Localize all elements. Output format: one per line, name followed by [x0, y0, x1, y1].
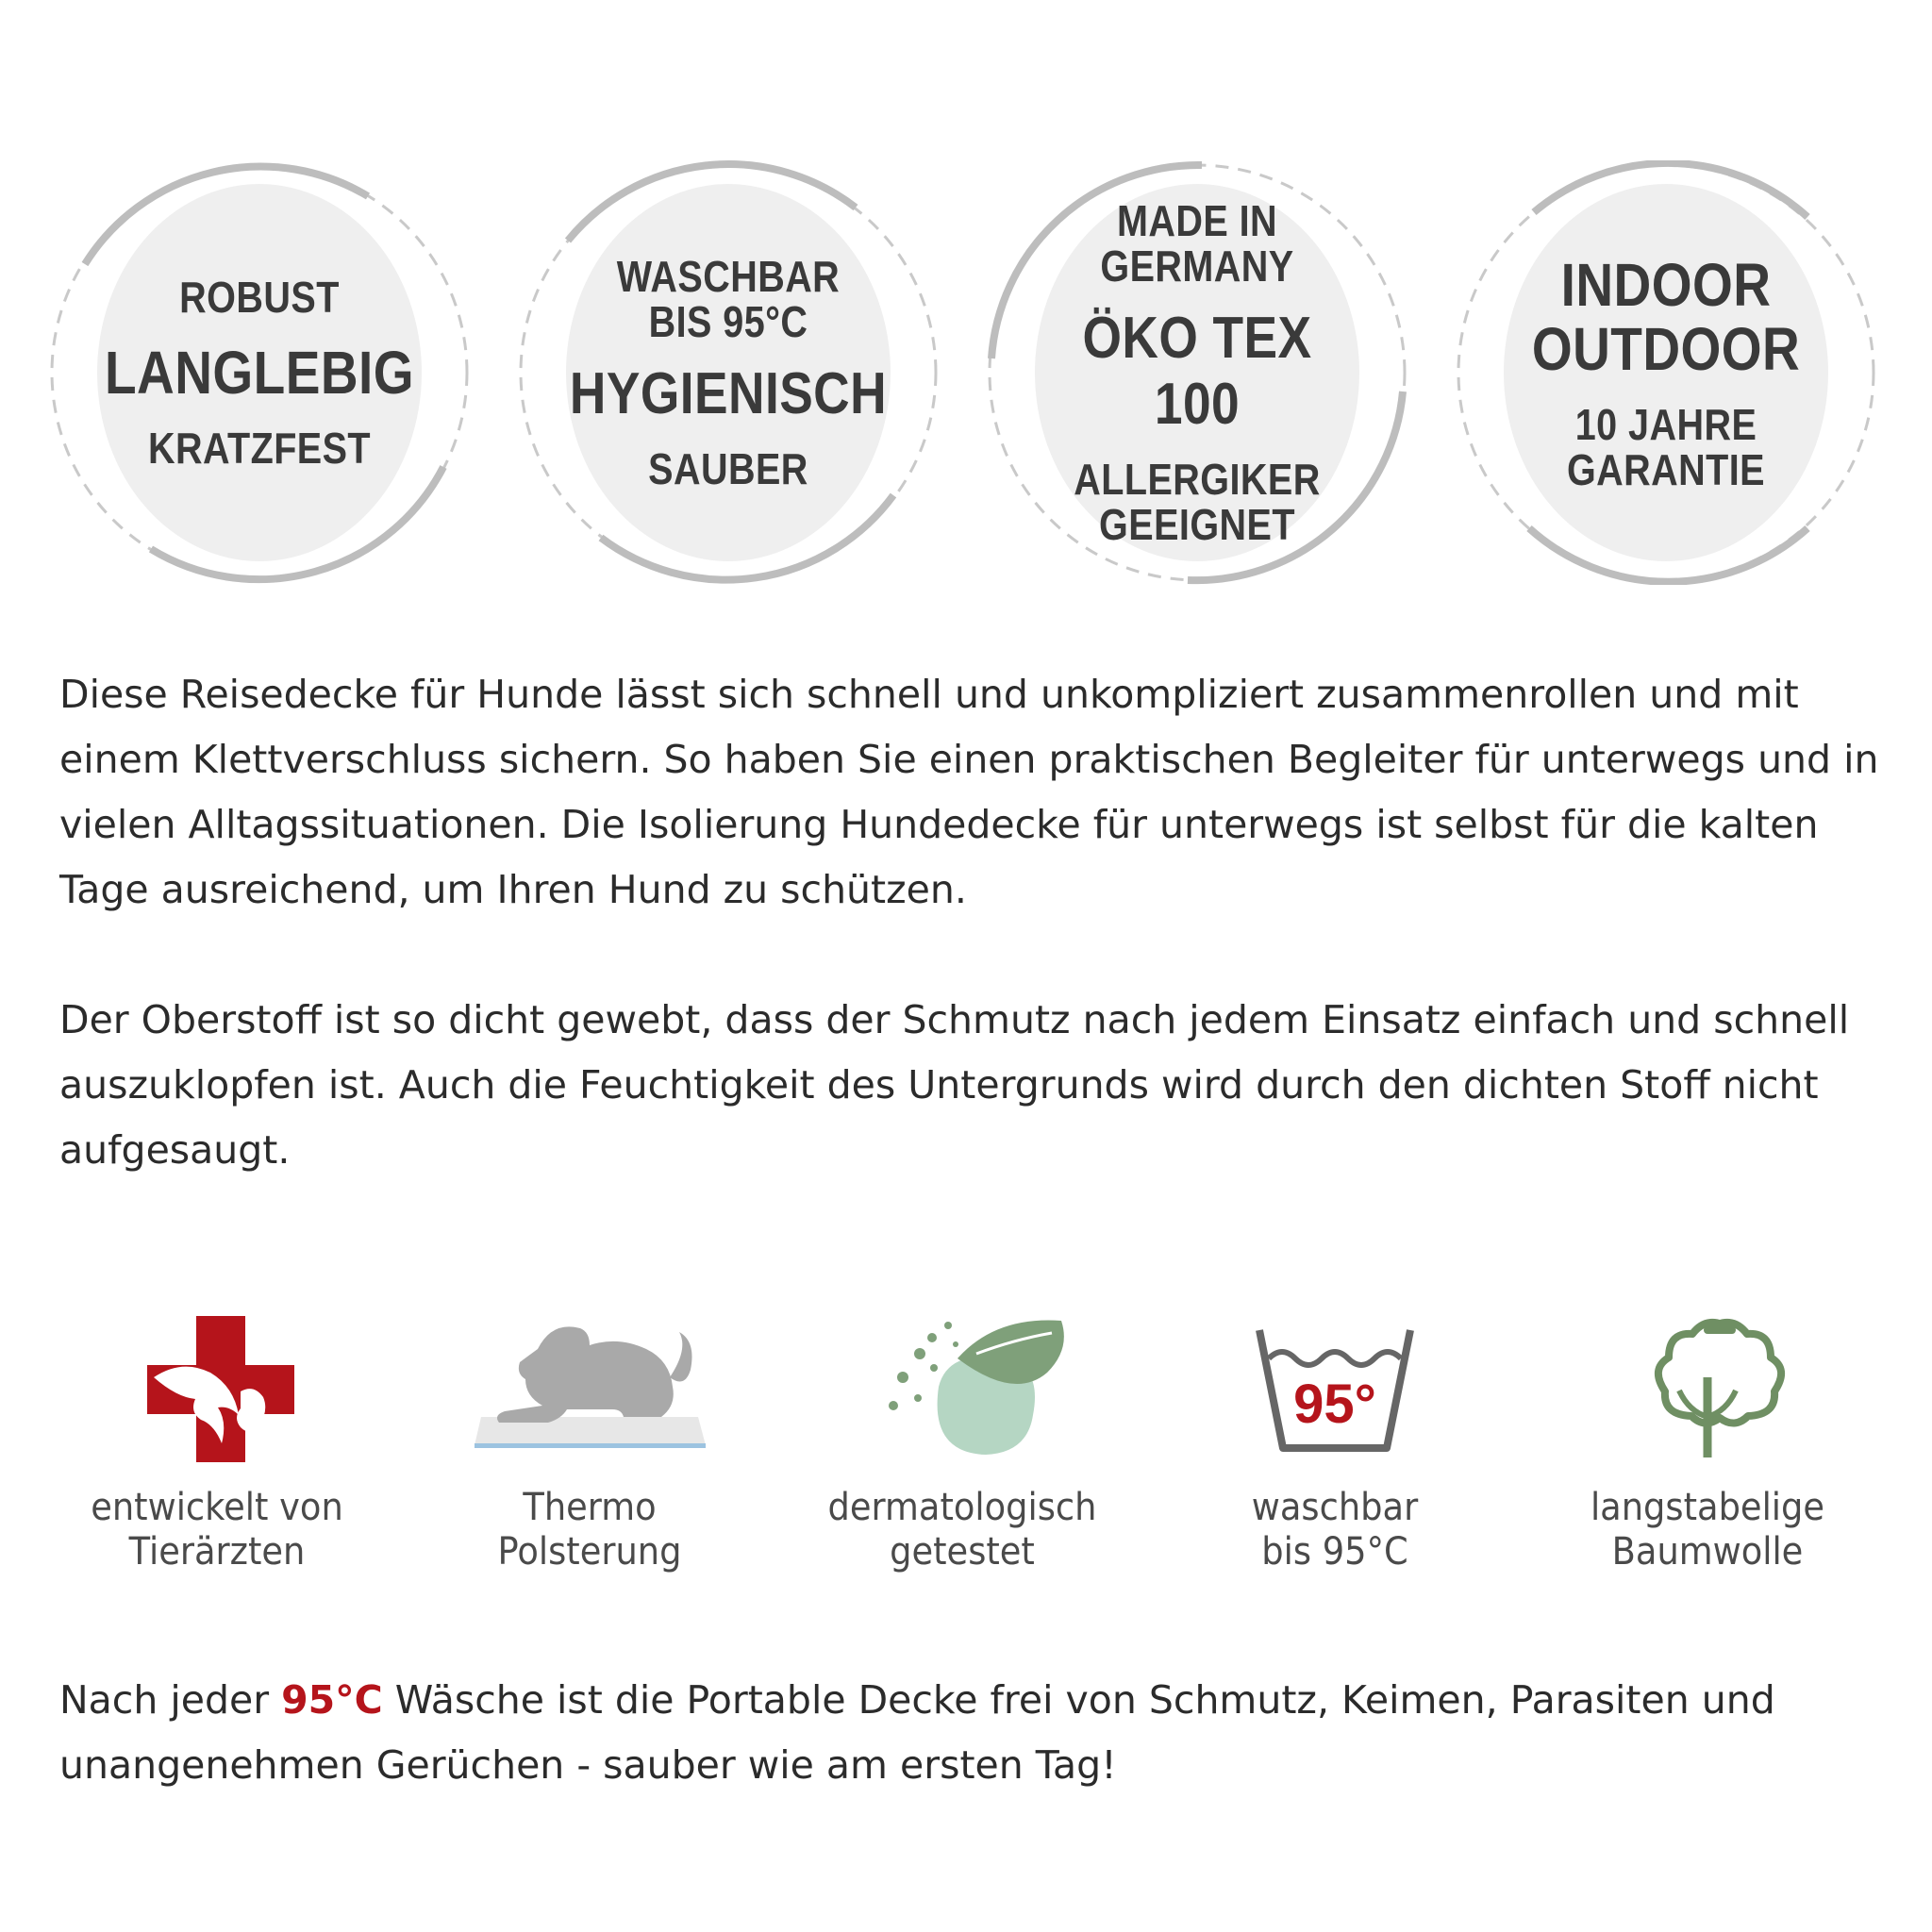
feature-label-line: Polsterung: [497, 1530, 682, 1574]
feature-label-line: dermatologisch: [827, 1486, 1097, 1529]
feature-label-line: Thermo: [523, 1486, 657, 1529]
feature-vet: [38, 1311, 396, 1594]
wash-text-before: Nach jeder: [59, 1677, 282, 1723]
feature-cotton: [1528, 1311, 1887, 1594]
wash-temp-text: 95°: [1293, 1374, 1376, 1435]
feature-label-line: Tierärzten: [128, 1530, 306, 1574]
badge-line: GEEIGNET: [1099, 500, 1295, 549]
badge-waschbar: [516, 160, 941, 585]
feature-label-line: Baumwolle: [1611, 1530, 1804, 1574]
wash-95-icon: [1217, 1311, 1453, 1462]
feature-label-line: bis 95°C: [1261, 1530, 1408, 1574]
wash-temp-highlight: 95°C: [281, 1677, 383, 1723]
description-paragraph: Diese Reisedecke für Hunde lässt sich schnell und unkompliziert zusammenrollen und mit einem Klettverschluss sichern. So haben Sie einen praktischen Begleiter für unterwegs und in vielen Alltagssituationen. Die Isolierung Hundedecke für unterwegs ist selbst für die kalten Tage ausreichend, um Ihren Hund zu schützen.: [59, 672, 1879, 912]
wash-text-after: Wäsche ist die Portable Decke frei von Schmutz, Keimen, Parasiten und unangenehmen Gerüchen - sauber wie am ersten Tag!: [59, 1677, 1775, 1788]
badge-line: SAUBER: [648, 444, 808, 493]
badge-line: INDOOR: [1560, 251, 1772, 319]
badge-line: LANGLEBIG: [105, 339, 414, 407]
badge-indoor-outdoor: [1454, 160, 1878, 585]
badge-line: 10 JAHRE: [1574, 400, 1757, 449]
badge-line: ÖKO TEX 100: [1082, 306, 1312, 437]
feature-label-line: getestet: [890, 1530, 1035, 1574]
cotton-plant-icon: [1590, 1311, 1825, 1462]
badge-line: GERMANY: [1100, 242, 1294, 291]
feature-derma: [783, 1311, 1141, 1594]
leaf-skin-icon: [844, 1311, 1080, 1462]
feature-label-line: langstabelige: [1590, 1486, 1825, 1529]
feature-label-line: entwickelt von: [91, 1486, 343, 1529]
badge-line: HYGIENISCH: [569, 361, 888, 426]
fabric-paragraph: Der Oberstoff ist so dicht gewebt, dass der Schmutz nach jedem Einsatz einfach und schnell auszuklopfen ist. Auch die Feuchtigkeit des Untergrunds wird durch den dichten Stoff nicht aufgesaugt.: [59, 997, 1850, 1173]
feature-badges: [47, 160, 1887, 604]
feature-wash: [1156, 1311, 1514, 1594]
feature-icons: [38, 1311, 1896, 1594]
badge-line: KRATZFEST: [147, 424, 372, 473]
badge-line: MADE IN: [1116, 196, 1278, 245]
vet-cross-icon: [99, 1311, 335, 1462]
badge-made-in-germany: [985, 160, 1409, 585]
badge-line: BIS 95°C: [648, 297, 808, 346]
badge-line: WASCHBAR: [616, 252, 841, 301]
wash-paragraph: [59, 1668, 1890, 1798]
badge-line: ROBUST: [179, 273, 340, 322]
dog-on-mat-icon: [472, 1311, 708, 1462]
badge-line: OUTDOOR: [1531, 315, 1801, 383]
feature-thermo: [410, 1311, 769, 1594]
badge-line: GARANTIE: [1566, 445, 1766, 494]
feature-label-line: waschbar: [1251, 1486, 1419, 1529]
badge-robust: [47, 160, 472, 585]
badge-line: ALLERGIKER: [1074, 455, 1321, 504]
